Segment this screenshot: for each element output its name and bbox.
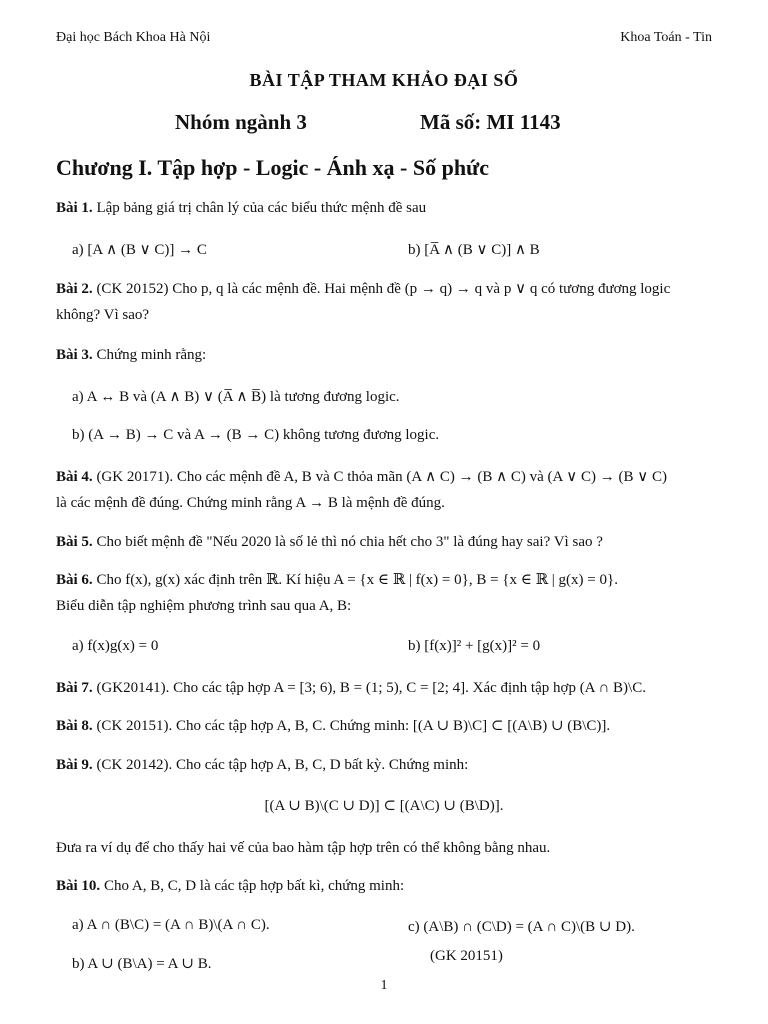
problem-1-part-a: a) [A ∧ (B ∨ C)] → C xyxy=(72,242,207,258)
problem-7 xyxy=(56,675,646,702)
problem-1 xyxy=(56,195,426,222)
problem-6-part-a: a) f(x)g(x) = 0 xyxy=(72,638,159,654)
problem-text: (CK 20152) Cho p, q là các mệnh đề. Hai mệnh đề (p → q) → q và p ∨ q có tương đương logic xyxy=(96,281,671,297)
problem-2-line2: không? Vì sao? xyxy=(56,307,150,323)
problem-10 xyxy=(56,873,404,900)
problem-label: Bài 5. xyxy=(56,534,93,550)
problem-4-line2: là các mệnh đề đúng. Chứng minh rằng A → B là mệnh đề đúng. xyxy=(56,495,445,511)
problem-label: Bài 3. xyxy=(56,347,93,363)
problem-9-formula: [(A ∪ B)\(C ∪ D)] ⊂ [(A\C) ∪ (B\D)]. xyxy=(264,798,504,814)
problem-3 xyxy=(56,342,206,369)
problem-8 xyxy=(56,713,610,740)
page-number: 1 xyxy=(380,978,388,993)
problem-text: Cho f(x), g(x) xác định trên ℝ. Kí hiệu A = {x ∈ ℝ | f(x) = 0}, B = {x ∈ ℝ | g(x) = 0}. xyxy=(96,572,618,588)
problem-text: Cho biết mệnh đề "Nếu 2020 là số lẻ thì nó chia hết cho 3" là đúng hay sai? Vì sao ? xyxy=(96,534,603,550)
problem-3-part-b: b) (A → B) → C và A → (B → C) không tương đương logic. xyxy=(72,427,440,443)
problem-label: Bài 2. xyxy=(56,281,93,297)
problem-text: (CK 20151). Cho các tập hợp A, B, C. Chứng minh: [(A ∪ B)\C] ⊂ [(A\B) ∪ (B\C)]. xyxy=(96,718,611,734)
header-department: Khoa Toán - Tin xyxy=(620,30,712,45)
problem-label: Bài 9. xyxy=(56,757,93,773)
problem-text: (GK20141). Cho các tập hợp A = [3; 6), B = (1; 5), C = [2; 4]. Xác định tập hợp (A ∩ B)\C. xyxy=(96,680,646,696)
problem-6-part-b: b) [f(x)]² + [g(x)]² = 0 xyxy=(408,638,541,654)
problem-text: Chứng minh rằng: xyxy=(96,347,207,363)
document-title: BÀI TẬP THAM KHẢO ĐẠI SỐ xyxy=(249,70,519,90)
problem-10-part-a: a) A ∩ (B\C) = (A ∩ B)\(A ∩ C). xyxy=(72,917,270,933)
problem-10-part-c: c) (A\B) ∩ (C\D) = (A ∩ C)\(B ∪ D). xyxy=(408,919,635,935)
problem-1-part-b: b) [A̅ ∧ (B ∨ C)] ∧ B xyxy=(408,242,540,258)
problem-9 xyxy=(56,752,468,779)
problem-label: Bài 4. xyxy=(56,469,93,485)
problem-text: (CK 20142). Cho các tập hợp A, B, C, D bất kỳ. Chứng minh: xyxy=(96,757,469,773)
problem-label: Bài 7. xyxy=(56,680,93,696)
problem-text: (GK 20171). Cho các mệnh đề A, B và C thỏa mãn (A ∧ C) → (B ∧ C) và (A ∨ C) → (B ∨ C) xyxy=(96,469,667,485)
chapter-heading: Chương I. Tập hợp - Logic - Ánh xạ - Số phức xyxy=(56,155,490,180)
problem-6 xyxy=(56,567,618,594)
header-university: Đại học Bách Khoa Hà Nội xyxy=(56,30,211,45)
problem-5 xyxy=(56,529,603,556)
problem-9-followup: Đưa ra ví dụ để cho thấy hai vế của bao hàm tập hợp trên có thể không bằng nhau. xyxy=(56,840,551,856)
problem-2 xyxy=(56,276,670,303)
problem-label: Bài 6. xyxy=(56,572,93,588)
problem-3-part-a: a) A ↔ B và (A ∧ B) ∨ (A̅ ∧ B̅) là tương đương logic. xyxy=(72,389,400,405)
problem-text: Lập bảng giá trị chân lý của các biểu thức mệnh đề sau xyxy=(96,200,427,216)
problem-label: Bài 1. xyxy=(56,200,93,216)
problem-text: Cho A, B, C, D là các tập hợp bất kì, chứng minh: xyxy=(103,878,405,894)
problem-10-part-b: b) A ∪ (B\A) = A ∪ B. xyxy=(72,956,212,972)
problem-label: Bài 8. xyxy=(56,718,93,734)
problem-10-part-c-source: (GK 20151) xyxy=(430,948,503,964)
subtitle-code: Mã số: MI 1143 xyxy=(420,110,561,134)
problem-4 xyxy=(56,464,667,491)
problem-6-line2: Biểu diễn tập nghiệm phương trình sau qua A, B: xyxy=(56,598,352,614)
problem-label: Bài 10. xyxy=(56,878,101,894)
subtitle-group: Nhóm ngành 3 xyxy=(175,110,307,134)
